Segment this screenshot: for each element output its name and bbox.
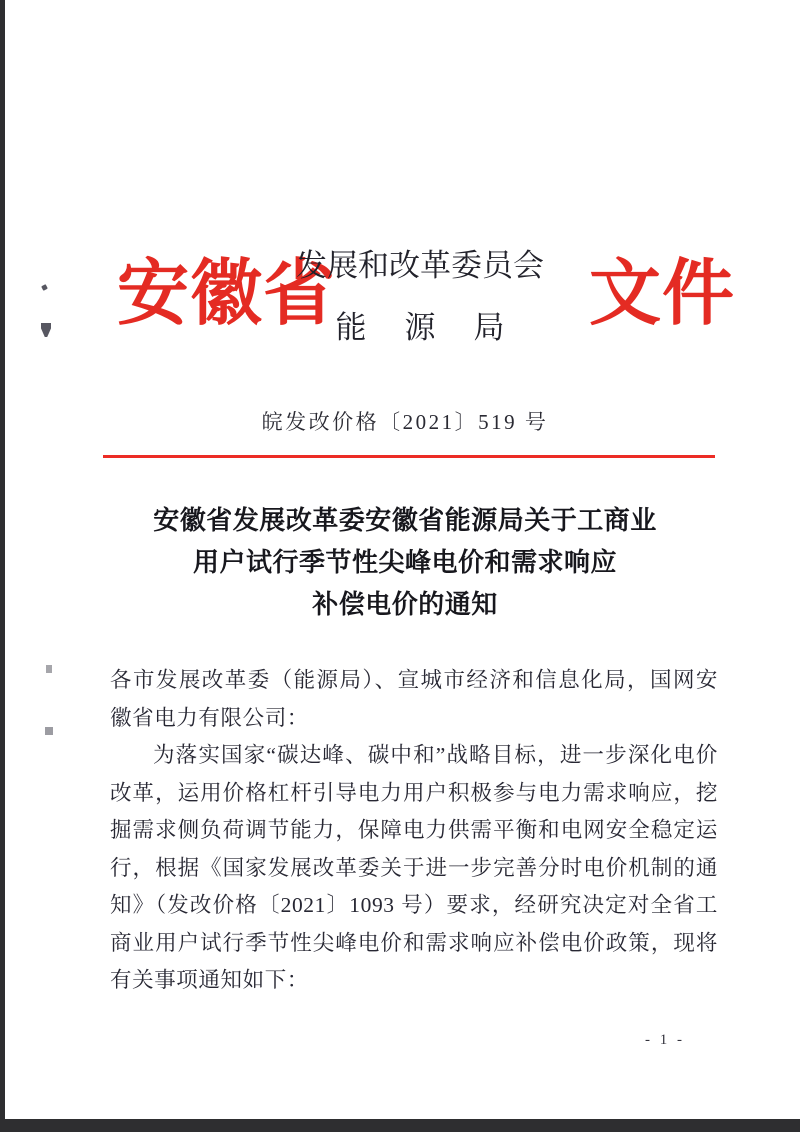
document-title-line: 补偿电价的通知 <box>312 590 498 619</box>
document-title-line: 用户试行季节性尖峰电价和需求响应 <box>192 548 617 577</box>
scan-artifact-mark <box>45 727 53 735</box>
document-addressee: 各市发展改革委（能源局）、宣城市经济和信息化局，国网安徽省电力有限公司： <box>110 668 718 730</box>
masthead-red-divider <box>103 455 715 458</box>
page-number: - 1 - <box>645 1032 685 1048</box>
masthead-agency-energy-bureau: 能源局 <box>335 310 543 345</box>
masthead-agency-development-reform: 发展和改革委员会 <box>296 248 544 283</box>
masthead-issuing-agencies <box>255 236 585 358</box>
document-body <box>110 662 718 1000</box>
document-paragraph: 为落实国家“碳达峰、碳中和”战略目标，进一步深化电价改革，运用价格杠杆引导电力用户积极参与电力需求响应，挖掘需求侧负荷调节能力，保障电力供需平衡和电网安全稳定运行，根据《国家发展改革委关于进一步完善分时电价机制的通知》（发改价格〔2021〕1093 号）要求，经研究决定对全省工商业用户试行季节性尖峰电价和需求响应补偿电价政策，现将有关事项通知如下： <box>110 743 718 992</box>
document-title <box>105 500 705 626</box>
masthead-document-word: 文件 <box>589 254 736 334</box>
document-masthead <box>5 228 800 360</box>
document-serial-number: 皖发改价格〔2021〕519 号 <box>261 410 549 434</box>
scan-artifact-mark <box>46 665 52 673</box>
document-title-line: 安徽省发展改革委安徽省能源局关于工商业 <box>153 506 657 535</box>
masthead-province-name: 安徽省 <box>117 254 337 334</box>
